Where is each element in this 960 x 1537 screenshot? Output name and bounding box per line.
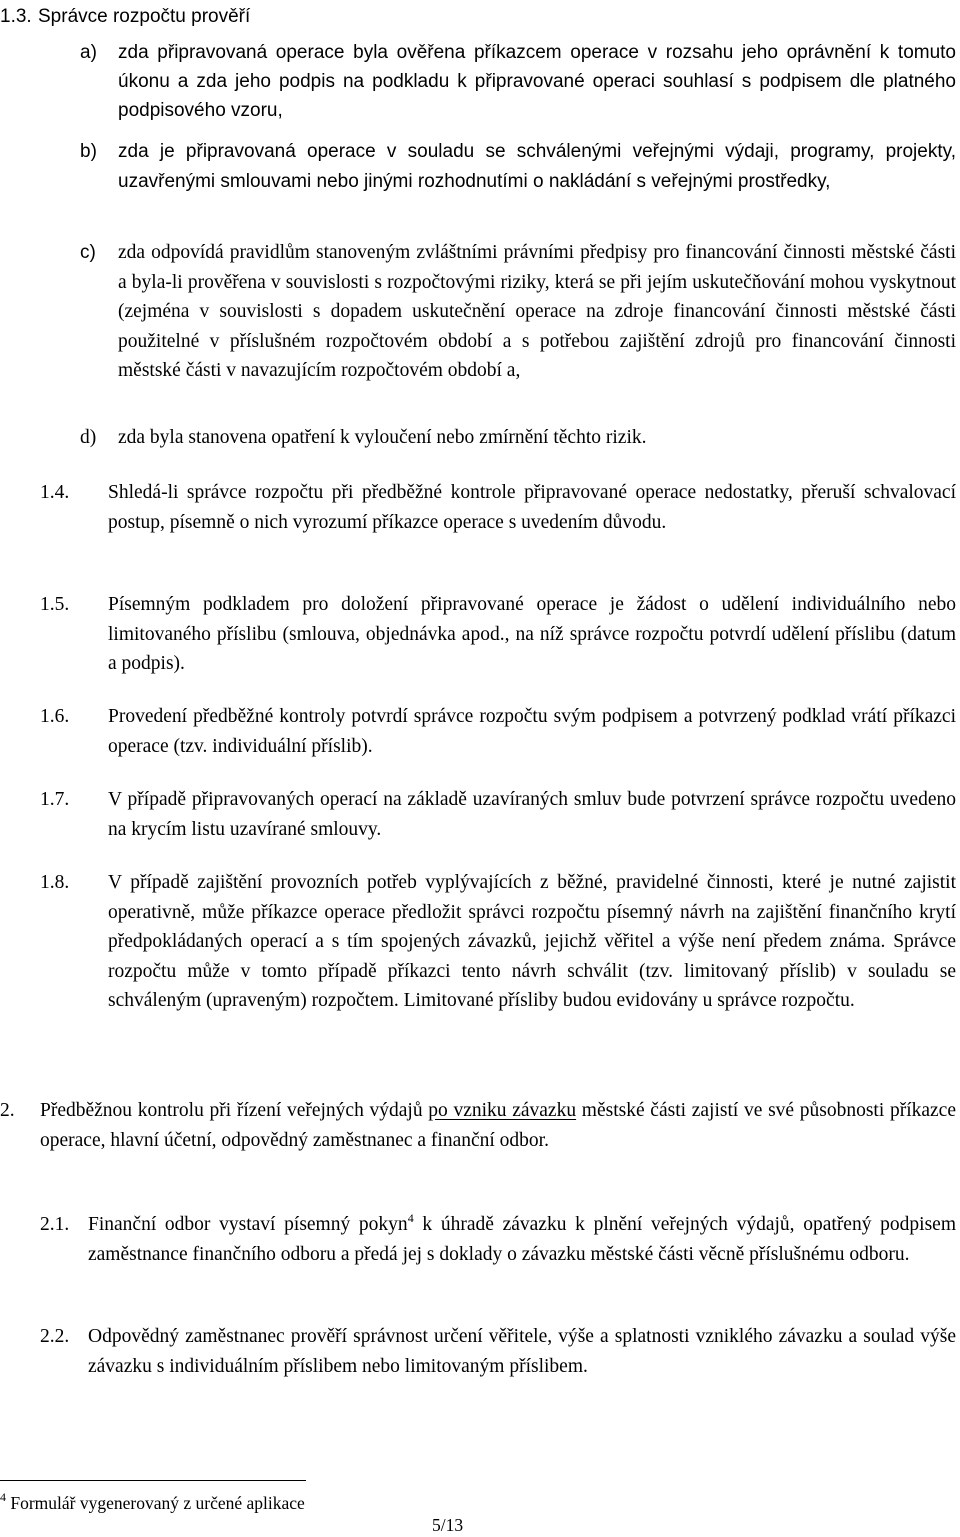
section-2-underlined-phrase: po vzniku závazku	[428, 1100, 577, 1121]
section-2-text-end: městské části zajistí ve své působnosti příkazce operace, hlavní účetní, odpovědný zaměstnanec a finanční odbor.	[40, 1100, 956, 1151]
section-text-1-5: Písemným podkladem pro doložení připravované operace je žádost o udělení individuálního nebo limitovaného příslibu (smlouva, objednávka apod., na níž správce rozpočtu potvrdí udělení příslibu (datum a podpis).	[108, 594, 956, 674]
section-2-text-start: Předběžnou kontrolu při řízení veřejných výdajů	[40, 1100, 429, 1121]
section-number-1-3: 1.3.	[0, 6, 32, 27]
page-number: 5/13	[432, 1515, 464, 1535]
section-text-1-8: V případě zajištění provozních potřeb vyplývajících z běžné, pravidelné činnosti, které je nutné zajistit operativně, může příkazce operace předložit správci rozpočtu písemný návrh na zajištění finančního krytí předpokládaných operací a s tím spojených závazků, jejichž věřitel a výše není předem známa. Správce rozpočtu může v tomto případě příkazci tento návrh schválit (tzv. limitovaný příslib) v souladu se schváleným (upraveným) rozpočtem. Limitované přísliby budou evidovány u správce rozpočtu.	[108, 872, 956, 1011]
footnote	[0, 1491, 305, 1515]
section-number-1-5: 1.5.	[40, 594, 70, 615]
subitem-text-d: zda byla stanovena opatření k vyloučení nebo zmírnění těchto rizik.	[118, 427, 647, 448]
section-number-1-6: 1.6.	[40, 706, 70, 727]
section-text-2-2: Odpovědný zaměstnanec prověří správnost určení věřitele, výše a splatnosti vzniklého závazku a soulad výše závazku s individuálním příslibem nebo limitovaným příslibem.	[88, 1326, 956, 1377]
section-text-2	[40, 1096, 956, 1155]
section-2-1-text-end: k úhradě závazku k plnění veřejných výdajů, opatřený podpisem zaměstnance finančního odboru a předá jej s doklady o závazku městské části věcně příslušnému odboru.	[88, 1214, 956, 1265]
subitem-label-c: c)	[80, 242, 96, 263]
section-number-2-1: 2.1.	[40, 1214, 70, 1235]
section-text-2-1	[88, 1210, 956, 1269]
section-text-1-7: V případě připravovaných operací na základě uzavíraných smluv bude potvrzení správce rozpočtu uvedeno na krycím listu uzavírané smlouvy.	[108, 789, 956, 840]
section-2-1-text-start: Finanční odbor vystaví písemný pokyn	[88, 1214, 408, 1235]
subitem-text-c: zda odpovídá pravidlům stanoveným zvláštními právními předpisy pro financování činnosti městské části a byla-li prověřena v souvislosti s rozpočtovými riziky, která se při jejím uskutečňování mohou vyskytnout (zejména v souvislosti s dopadem uskutečnění operace na zdroje financování činnosti městské části použitelné v příslušném rozpočtovém období a s potřebou zajištění zdrojů pro financování činnosti městské části v navazujícím rozpočtovém období a,	[118, 242, 956, 381]
section-text-1-6: Provedení předběžné kontroly potvrdí správce rozpočtu svým podpisem a potvrzený podklad vrátí příkazci operace (tzv. individuální příslib).	[108, 706, 956, 757]
footnote-reference-4[interactable]: 4	[407, 1211, 414, 1225]
section-number-2: 2.	[0, 1100, 15, 1121]
section-number-1-4: 1.4.	[40, 482, 70, 503]
section-number-1-8: 1.8.	[40, 872, 70, 893]
section-heading-1-3: Správce rozpočtu prověří	[38, 6, 251, 27]
section-text-1-4: Shledá-li správce rozpočtu při předběžné kontrole připravované operace nedostatky, přeruší schvalovací postup, písemně o nich vyrozumí příkazce operace s uvedením důvodu.	[108, 482, 956, 533]
subitem-text-b: zda je připravovaná operace v souladu se schválenými veřejnými výdaji, programy, projekty, uzavřenými smlouvami nebo jinými rozhodnutími o nakládání s veřejnými prostředky,	[118, 141, 956, 192]
subitem-text-a: zda připravovaná operace byla ověřena příkazcem operace v rozsahu jeho oprávnění k tomuto úkonu a zda jeho podpis na podkladu k připravované operaci souhlasí s podpisem dle platného podpisového vzoru,	[118, 42, 956, 121]
subitem-label-b: b)	[80, 141, 97, 162]
footnote-text: Formulář vygenerovaný z určené aplikace	[10, 1493, 305, 1513]
subitem-label-d: d)	[80, 427, 97, 448]
subitem-label-a: a)	[80, 42, 97, 63]
footnote-separator	[0, 1480, 306, 1481]
section-number-1-7: 1.7.	[40, 789, 70, 810]
footnote-marker: 4	[0, 1490, 6, 1504]
section-number-2-2: 2.2.	[40, 1326, 70, 1347]
